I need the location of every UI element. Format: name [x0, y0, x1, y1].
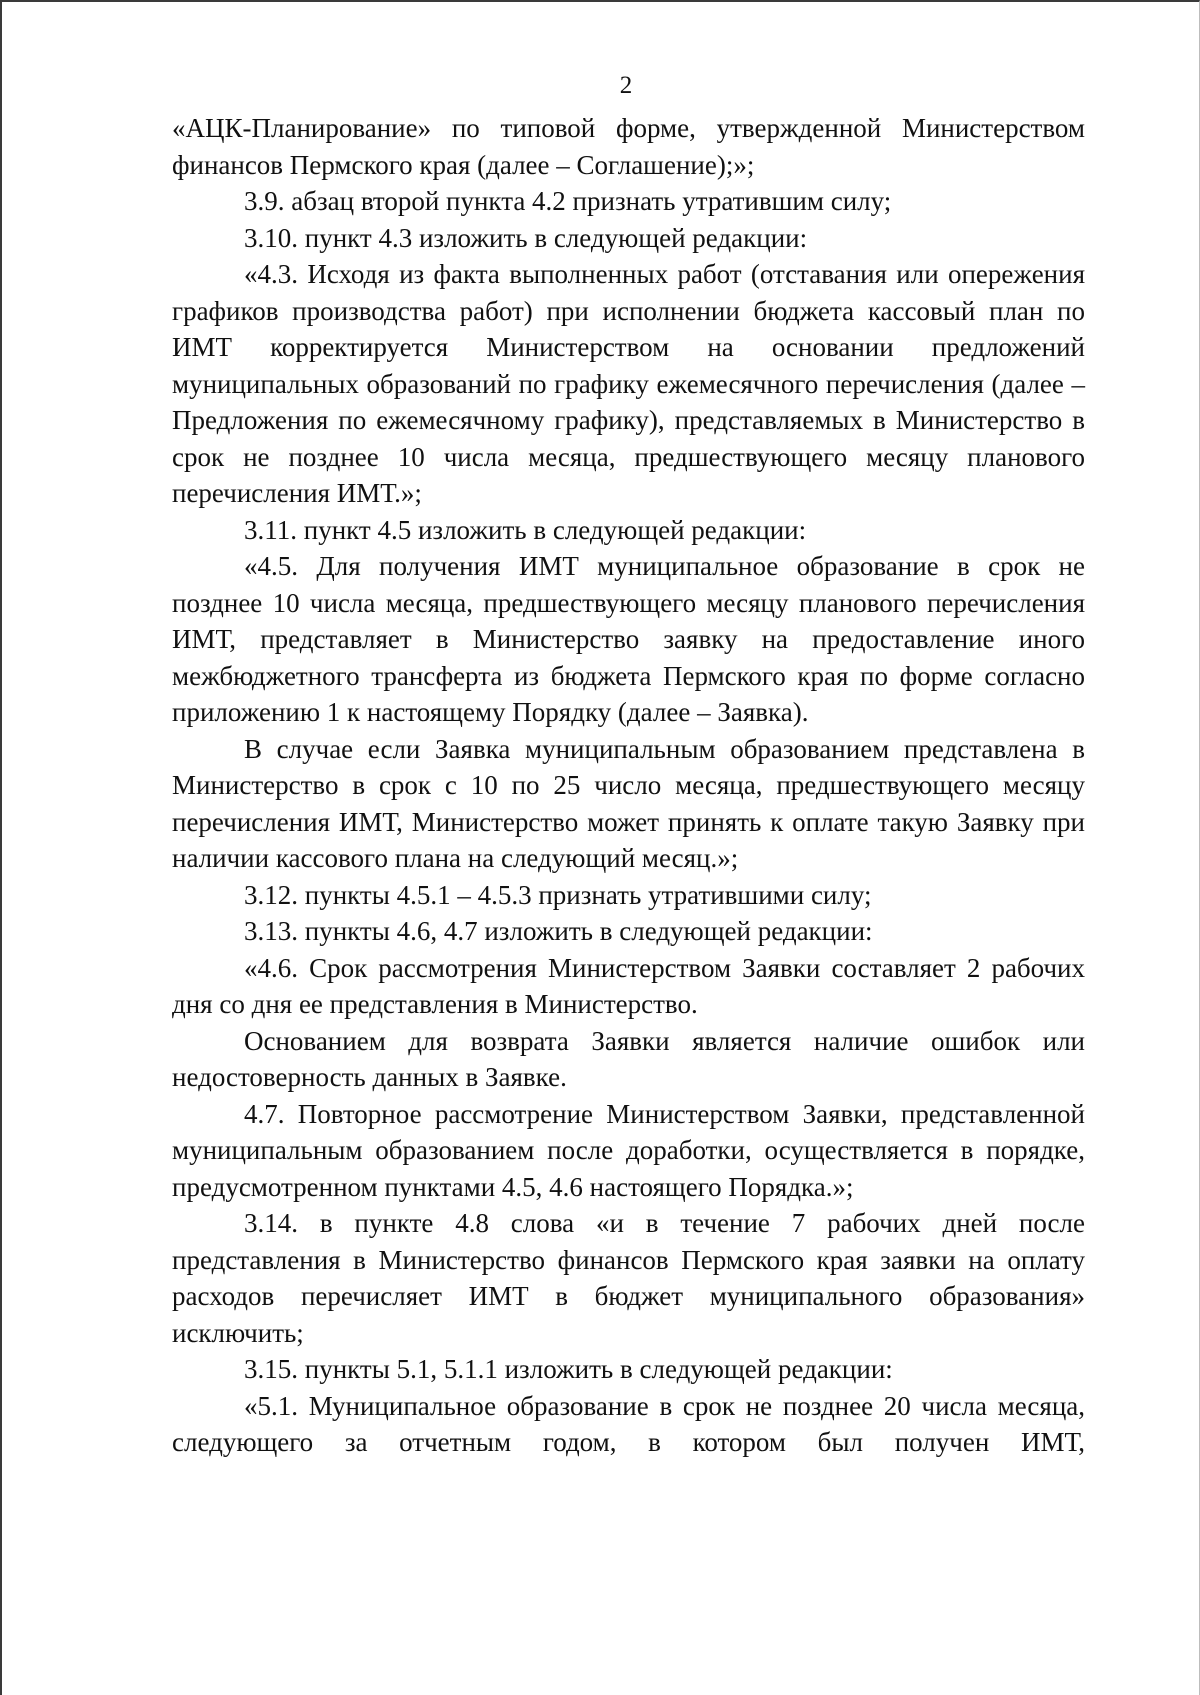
paragraph-3-9: 3.9. абзац второй пункта 4.2 признать утратившим силу;	[244, 186, 892, 216]
paragraph-application-late: В случае если Заявка муниципальным образованием представлена в Министерство в срок с 10 по 25 число месяца, предшествующего месяцу перечисления ИМТ, Министерство может принять к оплате такую Заявку при наличии кассового плана на следующий месяц.»;	[172, 733, 1085, 873]
document-body	[172, 110, 1085, 1461]
paragraph-4-5: «4.5. Для получения ИМТ муниципальное образование в срок не позднее 10 числа месяца, предшествующего месяцу планового перечисления ИМТ, представляет в Министерство заявку на предоставление иного межбюджетного трансферта из бюджета Пермского края по форме согласно приложению 1 к настоящему Порядку (далее – Заявка).	[172, 551, 1085, 727]
paragraph-agreement-continuation: «АЦК-Планирование» по типовой форме, утвержденной Министерством финансов Пермского края (далее – Соглашение);»;	[172, 113, 1085, 180]
paragraph-return-grounds: Основанием для возврата Заявки является наличие ошибок или недостоверность данных в Заявке.	[172, 1025, 1085, 1092]
paragraph-3-14: 3.14. в пункте 4.8 слова «и в течение 7 рабочих дней после представления в Министерство финансов Пермского края заявки на оплату расходов перечисляет ИМТ в бюджет муниципального образования» исключить;	[172, 1208, 1085, 1348]
paragraph-3-15: 3.15. пункты 5.1, 5.1.1 изложить в следующей редакции:	[244, 1354, 893, 1384]
paragraph-3-12: 3.12. пункты 4.5.1 – 4.5.3 признать утратившими силу;	[244, 879, 872, 910]
paragraph-3-13: 3.13. пункты 4.6, 4.7 изложить в следующей редакции:	[244, 916, 873, 946]
paragraph-3-10: 3.10. пункт 4.3 изложить в следующей редакции:	[244, 222, 808, 253]
page-number: 2	[619, 72, 633, 99]
paragraph-3-11: 3.11. пункт 4.5 изложить в следующей редакции:	[244, 514, 807, 545]
paragraph-4-3: «4.3. Исходя из факта выполненных работ (отставания или опережения графиков производства работ) при исполнении бюджета кассовый план по ИМТ корректируется Министерством на основании предложений муниципальных образований по графику ежемесячного перечисления (далее – Предложения по ежемесячному графику), представляемых в Министерство в срок не позднее 10 числа месяца, предшествующего месяцу планового перечисления ИМТ.»;	[172, 259, 1085, 508]
paragraph-4-6: «4.6. Срок рассмотрения Министерством Заявки составляет 2 рабочих дня со дня ее представления в Министерство.	[172, 952, 1085, 1019]
paragraph-4-7: 4.7. Повторное рассмотрение Министерством Заявки, представленной муниципальным образованием после доработки, осуществляется в порядке, предусмотренном пунктами 4.5, 4.6 настоящего Порядка.»;	[172, 1098, 1085, 1202]
paragraph-5-1: «5.1. Муниципальное образование в срок не позднее 20 числа месяца, следующего за отчетным годом, в котором был получен ИМТ,	[172, 1390, 1085, 1457]
